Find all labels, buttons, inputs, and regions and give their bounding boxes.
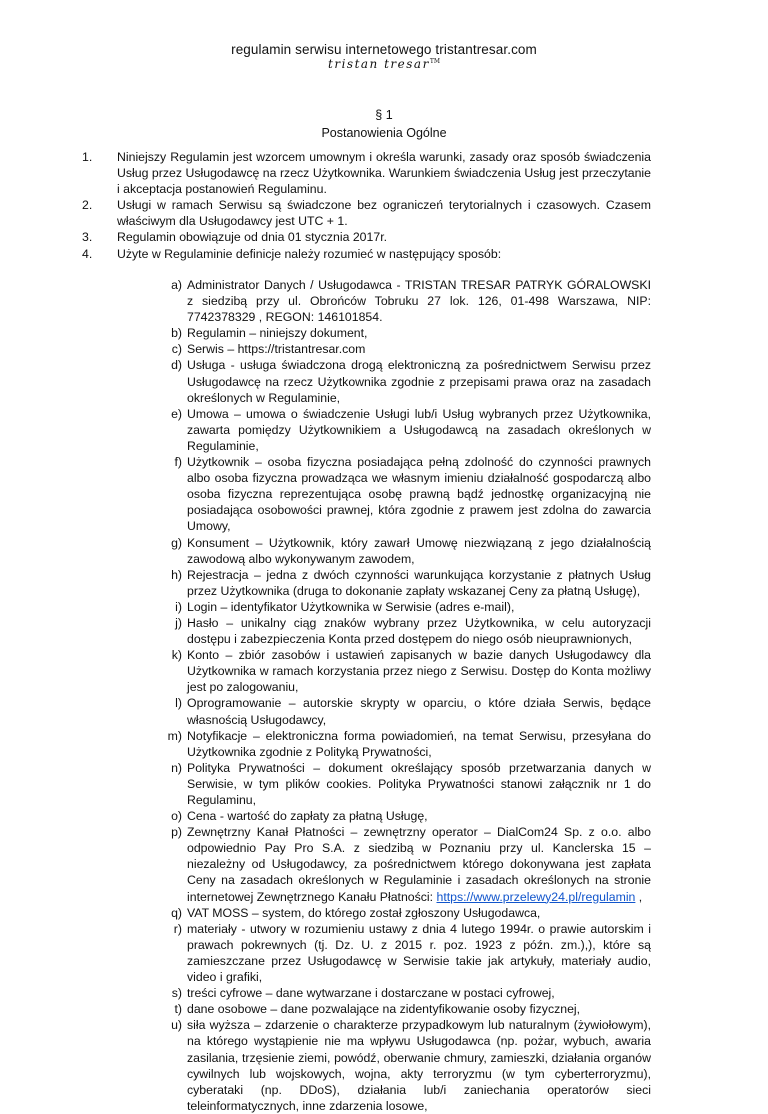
definition-text: Cena - wartość do zapłaty za płatną Usługę, <box>187 809 428 824</box>
brand-logo <box>0 57 768 71</box>
definition-item <box>171 406 651 454</box>
definition-text: Konsument – Użytkownik, który zawarł Umowę niezwiązaną z jego działalnością zawodową albo wykonywanym zawodem, <box>187 535 651 566</box>
list-item <box>82 246 651 262</box>
definition-letter: d) <box>171 358 182 373</box>
definition-letter: h) <box>171 567 182 582</box>
definition-text: Rejestracja – jedna z dwóch czynności warunkująca korzystanie z płatnych Usług przez Użytkownika (druga to dokonanie zapłaty wskazanej Ceny za płatną Usługę), <box>187 567 651 598</box>
definition-item <box>171 808 651 824</box>
definition-item <box>171 535 651 567</box>
item-number: 3. <box>82 230 93 245</box>
item-number: 1. <box>82 150 93 164</box>
definition-item <box>175 695 651 727</box>
definition-text: dane osobowe – dane pozwalające na zidentyfikowanie osoby fizycznej, <box>187 1002 581 1017</box>
section-number: § 1 <box>375 108 393 122</box>
document-header-title: regulamin serwisu internetowego tristantresar.com <box>231 42 537 57</box>
definition-letter: o) <box>171 809 182 824</box>
definition-letter: s) <box>171 986 182 1001</box>
definition-text: Polityka Prywatności – dokument określający sposób przetwarzania danych w Serwisie, w tym plików cookies. Polityka Prywatności stanowi załącznik nr 1 do Regulaminu, <box>187 760 651 807</box>
definition-text: Serwis – https://tristantresar.com <box>187 342 366 357</box>
definition-item <box>171 341 651 357</box>
definition-text: materiały - utwory w rozumieniu ustawy z dnia 4 lutego 1994r. o prawie autorskim i prawach pokrewnych (tj. Dz. U. z 2015 r. poz. 1923 z późn. zm.),), które są zamieszczane przez Usługodawcę w Serwisie takie jak artykuły, materiały audio, video i grafiki, <box>187 921 651 985</box>
definition-text: Umowa – umowa o świadczenie Usługi lub/i Usług wybranych przez Użytkownika, zawarta pomiędzy Użytkownikiem a Usługodawcą na zasadach określonych w Regulaminie, <box>187 406 651 453</box>
definition-text: Użytkownik – osoba fizyczna posiadająca pełną zdolność do czynności prawnych albo osoba fizyczna prowadząca we własnym imieniu działalność gospodarczą albo osoba fizyczna reprezentująca osobę prawną bądź jednostkę organizacyjną nie posiadająca osobowości prawnej, która zgodnie z prawem jest zdolna do zawarcia Umowy, <box>187 455 651 534</box>
item-text: Niniejszy Regulamin jest wzorcem umownym i określa warunki, zasady oraz sposób świadczenia Usług przez Usługodawcę na rzecz Użytkownika. Warunkiem świadczenia Usług jest przeczytanie i akceptacja postanowień Regulaminu. <box>117 150 651 197</box>
definition-item <box>171 277 651 325</box>
definition-item <box>171 1017 651 1114</box>
definition-text: VAT MOSS – system, do którego został zgłoszony Usługodawca, <box>187 905 541 920</box>
list-item <box>82 149 651 197</box>
item-text: Usługi w ramach Serwisu są świadczone bez ograniczeń terytorialnych i czasowych. Czasem właściwym dla Usługodawcy jest UTC + 1. <box>117 198 651 229</box>
definition-item <box>171 647 651 695</box>
definition-letter: n) <box>171 760 182 775</box>
trademark-mark: TM <box>429 58 440 65</box>
item-number: 2. <box>82 198 93 213</box>
definition-letter: j) <box>175 615 182 630</box>
definition-item <box>171 325 651 341</box>
item-number: 4. <box>82 246 93 261</box>
definition-letter: l) <box>175 696 182 711</box>
section-title: Postanowienia Ogólne <box>321 126 447 140</box>
definitions-list <box>167 277 651 1114</box>
definition-text: Notyfikacje – elektroniczna forma powiadomień, na temat Serwisu, przesyłana do Użytkownika zgodnie z Polityką Prywatności, <box>187 728 651 759</box>
definition-item <box>171 567 651 599</box>
definition-text: Usługa - usługa świadczona drogą elektroniczną za pośrednictwem Serwisu przez Usługodawcę na rzecz Użytkownika zgodnie z przepisami prawa oraz na zasadach określonych w Regulaminie, <box>187 358 651 405</box>
numbered-list <box>82 149 651 262</box>
definition-text: Oprogramowanie – autorskie skrypty w oparciu, o które działa Serwis, będące własnością Usługodawcy, <box>187 696 651 727</box>
definition-item <box>171 985 651 1001</box>
definition-letter: e) <box>171 406 182 421</box>
payment-terms-link[interactable]: https://www.przelewy24.pl/regulamin <box>436 889 636 904</box>
definition-letter: g) <box>171 535 182 550</box>
definition-item <box>174 1001 651 1017</box>
definition-letter: c) <box>171 342 182 357</box>
definition-letter: b) <box>171 326 182 341</box>
definition-text: Hasło – unikalny ciąg znaków wybrany przez Użytkownika, w celu autoryzacji dostępu i zabezpieczenia Konta przed dostępem do niego osób nieuprawnionych, <box>187 615 651 647</box>
definition-letter: p) <box>171 825 182 840</box>
item-text: Użyte w Regulaminie definicje należy rozumieć w następujący sposób: <box>117 246 502 261</box>
definition-text: Zewnętrzny Kanał Płatności – zewnętrzny operator – DialCom24 Sp. z o.o. albo odpowiednio Pay Pro S.A. z siedzibą w Poznaniu przy ul. Kanclerska 15 – niezależny od Usługodawcy, za pośrednictwem którego dokonywana jest zapłata Ceny na zasadach określonych w Regulaminie i zasadach określonych na stronie internetowej Zewnętrznego Kanału Płatności: <box>187 825 651 904</box>
logo-text: tristan tresar <box>328 57 430 71</box>
definition-item <box>174 454 651 534</box>
definition-letter: u) <box>171 1018 182 1033</box>
definition-item <box>171 357 651 405</box>
definition-text: treści cyfrowe – dane wytwarzane i dostarczane w postaci cyfrowej, <box>187 986 555 1001</box>
definition-letter: f) <box>174 455 182 470</box>
definition-text: siła wyższa – zdarzenie o charakterze przypadkowym lub naturalnym (żywiołowym), na którego wystąpienie nie ma wpływu Usługodawca (np. pożar, wybuch, awaria zasilania, trzęsienie ziemi, powódź, oberwanie chmury, zamieszki, działania organów cywilnych lub wojskowych, wojna, akty terroryzmu (w tym cyberterroryzmu), cyberataki (np. DDoS), działania lub/i zaniechania operatorów sieci teleinformatycznych, inne zdarzenia losowe, <box>187 1018 651 1113</box>
item-text: Regulamin obowiązuje od dnia 01 stycznia 2017r. <box>117 230 388 245</box>
list-item <box>82 229 651 245</box>
definition-item <box>173 921 651 985</box>
list-item <box>82 197 651 229</box>
definition-text: Login – identyfikator Użytkownika w Serwisie (adres e-mail), <box>187 599 515 614</box>
definition-text-suffix: , <box>635 889 643 904</box>
definition-item <box>175 615 651 647</box>
definition-letter: a) <box>171 278 182 292</box>
definition-letter: m) <box>167 728 182 743</box>
definition-letter: r) <box>173 921 182 936</box>
definition-letter: k) <box>171 648 182 663</box>
definition-item <box>171 824 651 904</box>
definition-item <box>167 728 651 760</box>
definition-text: Konto – zbiór zasobów i ustawień zapisanych w bazie danych Usługodawcy dla Użytkownika w ramach korzystania przez niego z Serwisu. Dostęp do Konta możliwy jest po zalogowaniu, <box>187 648 651 695</box>
definition-letter: t) <box>174 1002 182 1017</box>
definition-letter: i) <box>175 599 182 614</box>
definition-text: Regulamin – niniejszy dokument, <box>187 326 368 341</box>
definition-item <box>171 905 651 921</box>
definition-item <box>171 760 651 808</box>
definition-letter: q) <box>171 905 182 920</box>
definition-text: Administrator Danych / Usługodawca - TRISTAN TRESAR PATRYK GÓRALOWSKI z siedzibą przy ul. Obrońców Tobruku 27 lok. 126, 01-498 Warszawa, NIP: 7742378329 , REGON: 146101854. <box>187 278 651 325</box>
definition-item <box>175 599 651 615</box>
